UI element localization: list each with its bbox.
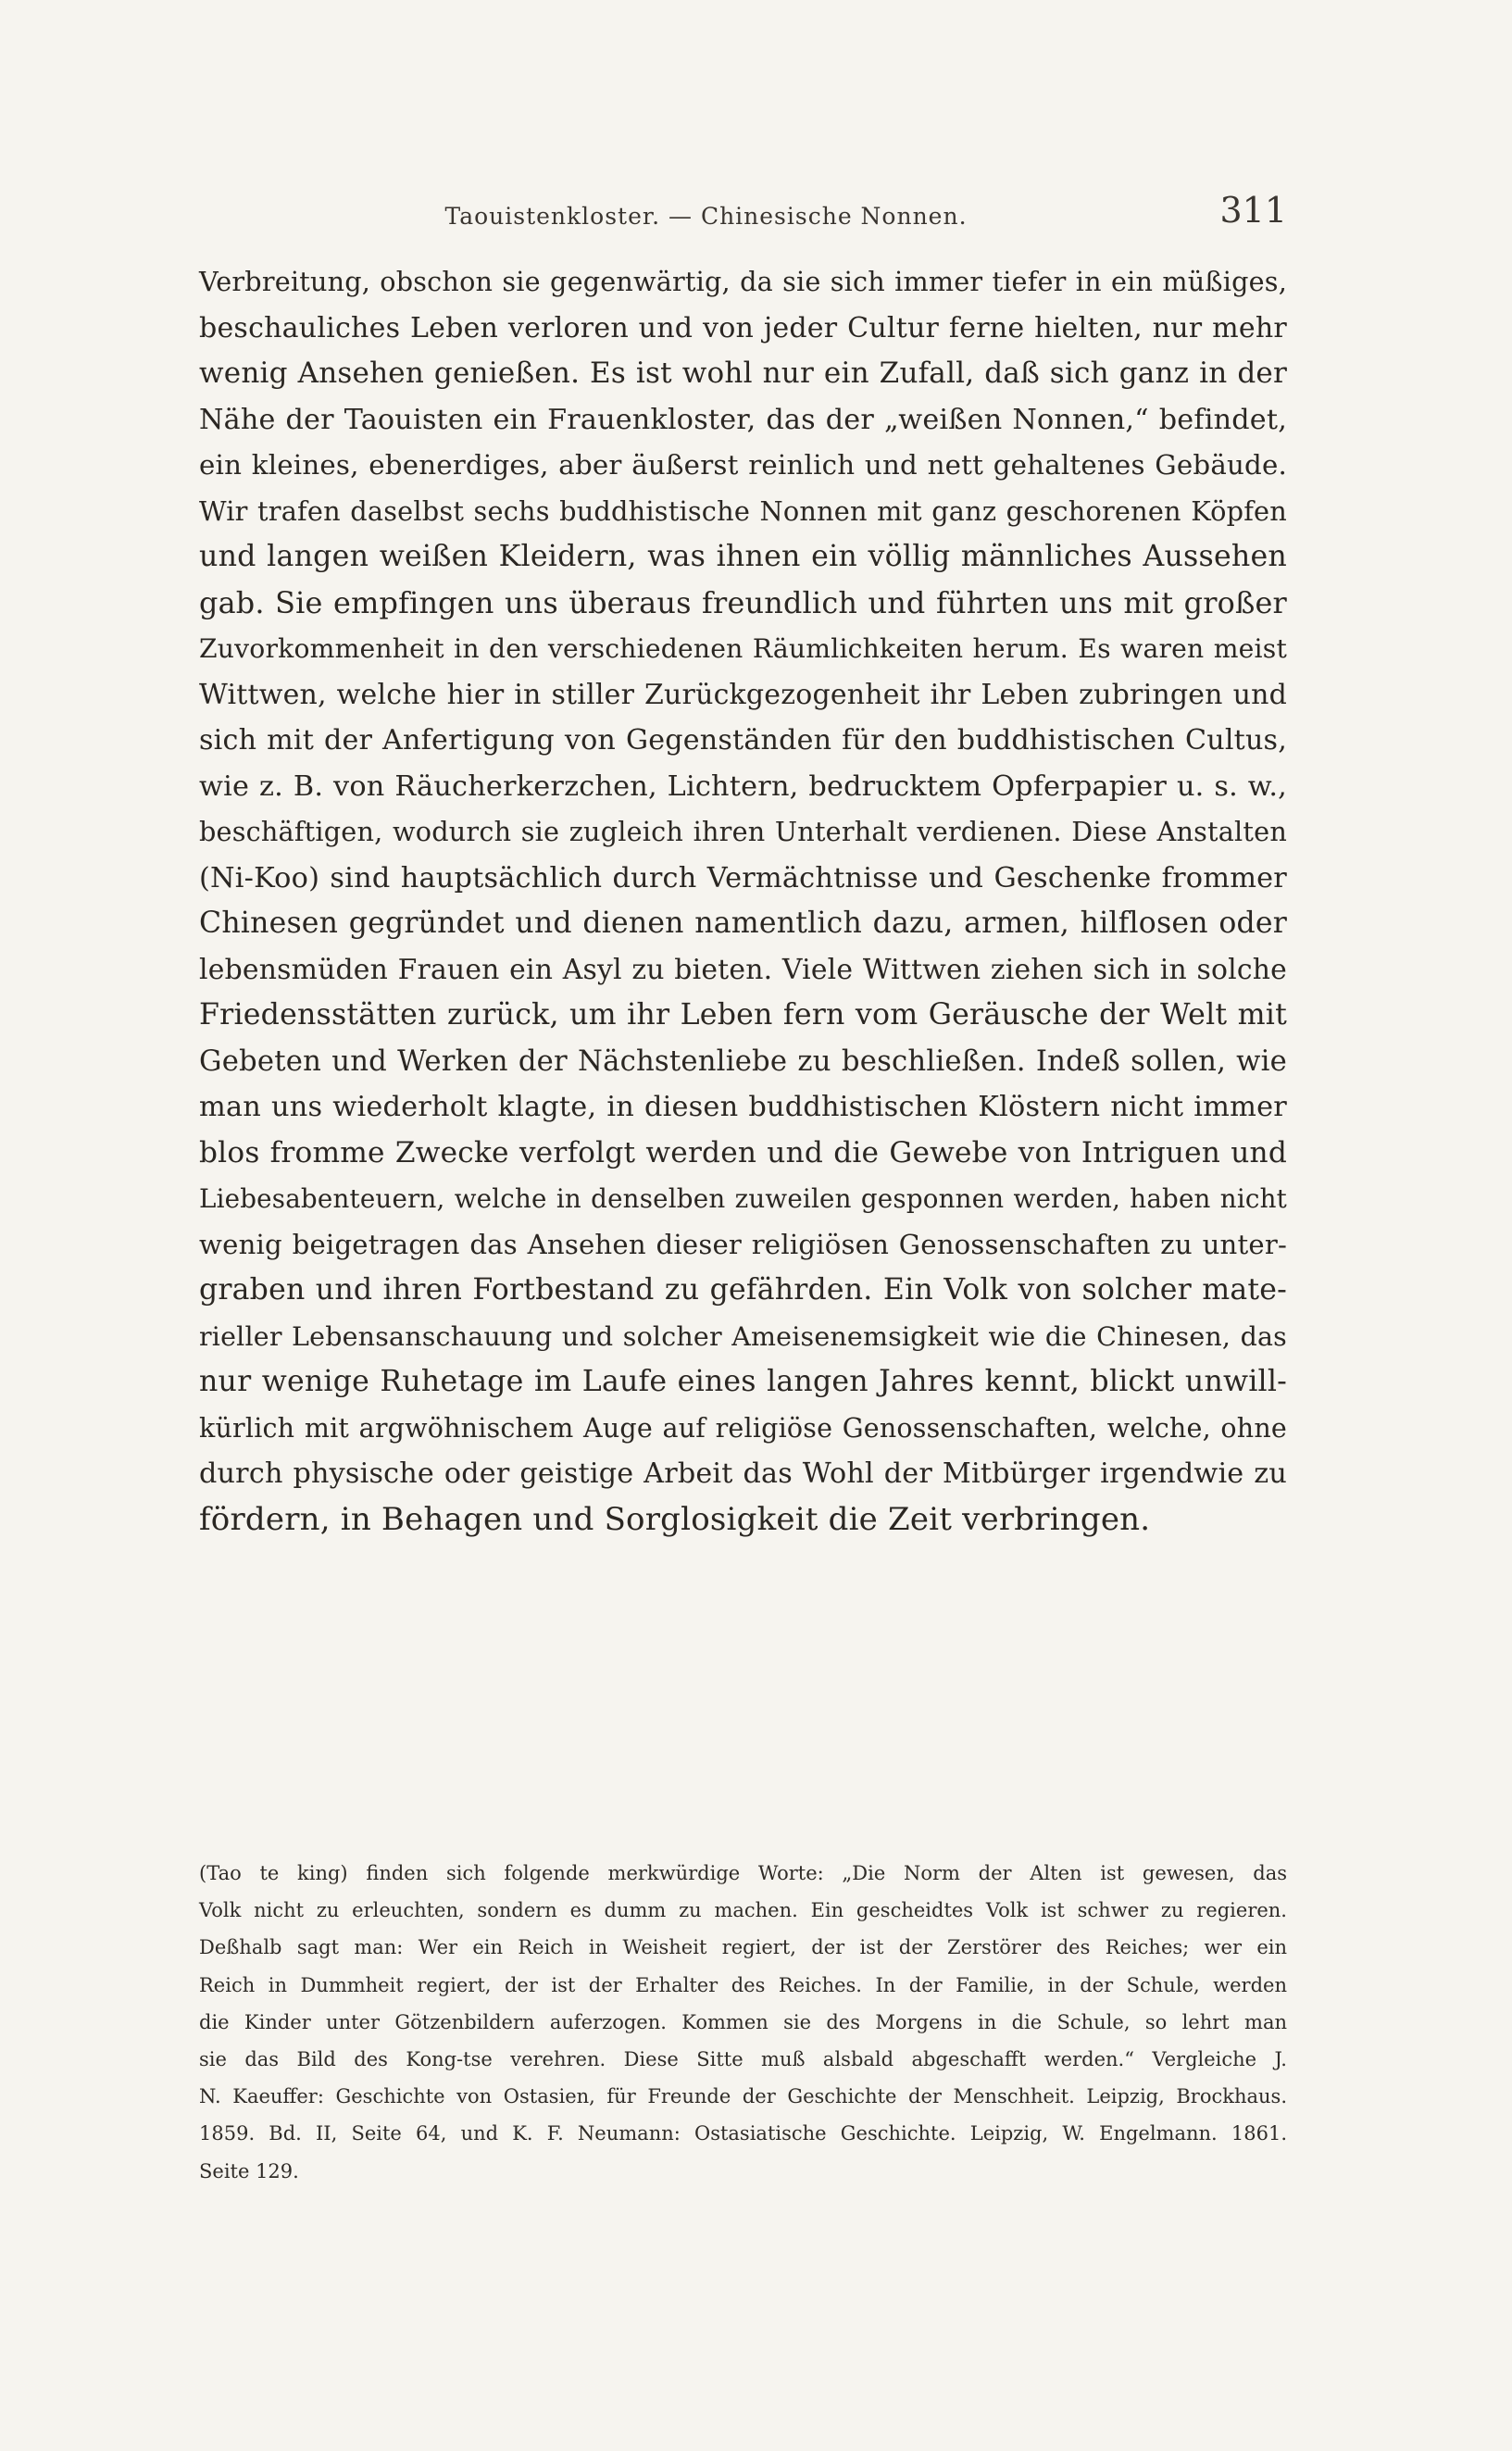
text-line: wenig Ansehen genießen. Es ist wohl nur ein Zufall, daß sich ganz in der — [199, 356, 1287, 390]
running-title: Taouistenkloster. — Chinesische Nonnen. — [444, 203, 968, 230]
text-line: lebensmüden Frauen ein Asyl zu bieten. Viele Wittwen ziehen sich in solche — [199, 953, 1287, 986]
footnote-line: Volk nicht zu erleuchten, sondern es dumm zu machen. Ein gescheidtes Volk ist schwer zu regieren. — [199, 1899, 1287, 1922]
text-line: blos fromme Zwecke verfolgt werden und die Gewebe von Intriguen und — [199, 1135, 1287, 1169]
text-line: sich mit der Anfertigung von Gegenständen für den buddhistischen Cultus, — [199, 724, 1287, 757]
footnote-line: sie das Bild des Kong-tse verehren. Diese Sitte muß alsbald abgeschafft werden.“ Vergleiche J. — [199, 2047, 1287, 2070]
text-line: (Ni-Koo) sind hauptsächlich durch Vermächtnisse und Geschenke frommer — [199, 861, 1287, 894]
text-line: Verbreitung, obschon sie gegenwärtig, da sie sich immer tiefer in ein müßiges, — [199, 266, 1287, 297]
text-line: graben und ihren Fortbestand zu gefährden. Ein Volk von solcher mate- — [199, 1273, 1287, 1307]
text-line: wie z. B. von Räucherkerzchen, Lichtern, bedrucktem Opferpapier u. s. w., — [199, 769, 1287, 803]
page-number: 311 — [1219, 190, 1287, 231]
text-line: Liebesabenteuern, welche in denselben zuweilen gesponnen werden, haben nicht — [199, 1183, 1287, 1214]
footnote-line: Reich in Dummheit regiert, der ist der Erhalter des Reiches. In der Familie, in der Schule, werden — [199, 1973, 1287, 1996]
text-line: nur wenige Ruhetage im Laufe eines langen Jahres kennt, blickt unwill- — [199, 1365, 1287, 1398]
text-line: ein kleines, ebenerdiges, aber äußerst reinlich und nett gehaltenes Gebäude. — [199, 449, 1287, 481]
text-line: wenig beigetragen das Ansehen dieser religiösen Genossenschaften zu unter- — [199, 1228, 1287, 1260]
footnote-line: Seite 129. — [199, 2159, 299, 2182]
footnote-line: 1859. Bd. II, Seite 64, und K. F. Neumann: Ostasiatische Geschichte. Leipzig, W. Engelmann. 1861. — [199, 2122, 1287, 2145]
text-line: Chinesen gegründet und dienen namentlich dazu, armen, hilflosen oder — [199, 907, 1287, 940]
text-line: Gebeten und Werken der Nächstenliebe zu beschließen. Indeß sollen, wie — [199, 1044, 1287, 1078]
footnote-line: (Tao te king) finden sich folgende merkwürdige Worte: „Die Norm der Alten ist gewesen, das — [199, 1862, 1287, 1884]
text-line: rieller Lebensanschauung und solcher Ameisenemsigkeit wie die Chinesen, das — [199, 1320, 1287, 1352]
text-line: und langen weißen Kleidern, was ihnen ein völlig männliches Aussehen — [199, 540, 1287, 573]
body-text — [199, 259, 1287, 1543]
text-line: Wittwen, welche hier in stiller Zurückgezogenheit ihr Leben zubringen und — [199, 678, 1287, 711]
text-line: Zuvorkommenheit in den verschiedenen Räumlichkeiten herum. Es waren meist — [199, 633, 1287, 664]
text-line: fördern, in Behagen und Sorglosigkeit die Zeit verbringen. — [199, 1500, 1151, 1538]
text-line: beschäftigen, wodurch sie zugleich ihren Unterhalt verdienen. Diese Anstalten — [199, 816, 1287, 847]
text-line: gab. Sie empfingen uns überaus freundlich und führten uns mit großer — [199, 584, 1287, 620]
footnote-line: Deßhalb sagt man: Wer ein Reich in Weisheit regiert, der ist der Zerstörer des Reiches; wer ein — [199, 1936, 1287, 1959]
text-line: beschauliches Leben verloren und von jeder Cultur ferne hielten, nur mehr — [199, 311, 1287, 344]
footnote-block — [199, 1855, 1287, 2190]
footnote-line: N. Kaeuffer: Geschichte von Ostasien, für Freunde der Geschichte der Menschheit. Leipzig, Brockhaus. — [199, 2085, 1287, 2108]
text-line: durch physische oder geistige Arbeit das Wohl der Mitbürger irgendwie zu — [199, 1457, 1287, 1490]
page-header — [199, 190, 1287, 236]
text-line: Nähe der Taouisten ein Frauenkloster, das der „weißen Nonnen,“ befindet, — [199, 403, 1287, 436]
text-line: Wir trafen daselbst sechs buddhistische Nonnen mit ganz geschorenen Köpfen — [199, 494, 1287, 527]
footnote-line: die Kinder unter Götzenbildern auferzogen. Kommen sie des Morgens in die Schule, so lehrt man — [199, 2010, 1287, 2033]
text-line: kürlich mit argwöhnischem Auge auf religiöse Genossenschaften, welche, ohne — [199, 1412, 1287, 1444]
text-line: man uns wiederholt klagte, in diesen buddhistischen Klöstern nicht immer — [199, 1091, 1287, 1123]
text-line: Friedensstätten zurück, um ihr Leben fern vom Geräusche der Welt mit — [199, 998, 1287, 1032]
